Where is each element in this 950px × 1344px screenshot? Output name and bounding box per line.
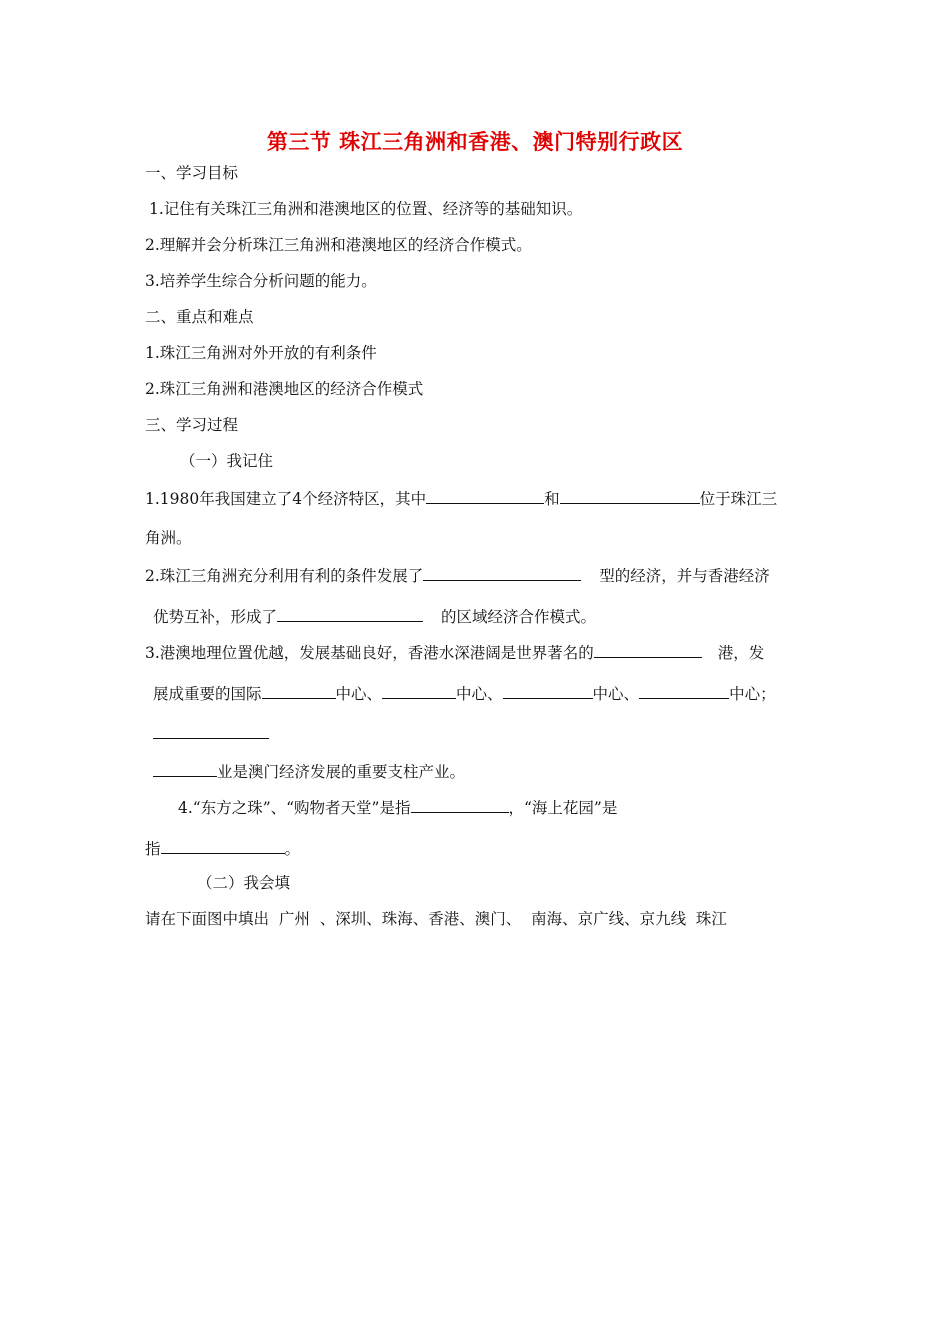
section-heading-process: 三、学习过程 <box>145 416 239 434</box>
answer-blank-q3-6[interactable] <box>153 722 269 739</box>
q1-text-c: 位于珠江三 <box>699 490 778 508</box>
q3-text-e: 业是澳门经济发展的重要支柱产业。 <box>217 763 466 781</box>
answer-blank-q2-1[interactable] <box>423 564 581 581</box>
part1-heading: （一）我记住 <box>180 452 274 470</box>
question-2-line-1 <box>145 564 770 586</box>
part2-heading: （二）我会填 <box>197 874 291 892</box>
question-1-line-1 <box>145 487 777 509</box>
q3-center-label-3: 中心、 <box>592 685 640 703</box>
answer-blank-q3-2[interactable] <box>262 682 336 699</box>
page-title: 第三节 珠江三角洲和香港、澳门特别行政区 <box>266 129 684 154</box>
answer-blank-q3-3[interactable] <box>382 682 456 699</box>
section-heading-objectives: 一、学习目标 <box>145 164 239 182</box>
answer-blank-q4-2[interactable] <box>161 837 285 854</box>
key-point-2: 2.珠江三角洲和港澳地区的经济合作模式 <box>145 380 424 398</box>
answer-blank-q4-1[interactable] <box>411 796 509 813</box>
q2-text-b: 型的经济，并与香港经济 <box>599 567 770 585</box>
answer-blank-q1-1[interactable] <box>426 487 544 504</box>
q3-text-b: 港，发 <box>717 644 765 662</box>
q3-center-label-2: 中心、 <box>456 685 503 703</box>
q3-center-label-1: 中心、 <box>335 685 383 703</box>
question-3-line-2 <box>153 682 776 704</box>
answer-blank-q3-1[interactable] <box>594 641 702 658</box>
key-point-1: 1.珠江三角洲对外开放的有利条件 <box>145 344 377 362</box>
question-4-line-1 <box>178 796 617 818</box>
q1-text-b: 和 <box>544 490 560 508</box>
answer-blank-q3-4[interactable] <box>503 682 593 699</box>
objective-2: 2.理解并会分析珠江三角洲和港澳地区的经济合作模式。 <box>145 236 532 254</box>
section-heading-key-points: 二、重点和难点 <box>145 308 254 326</box>
question-2-line-2 <box>153 605 596 627</box>
q2-text-d: 的区域经济合作模式。 <box>441 608 597 626</box>
question-4-line-2 <box>145 837 300 859</box>
q1-text-a: 1.1980年我国建立了4个经济特区，其中 <box>145 490 427 508</box>
q4-text-c: 指 <box>145 840 161 858</box>
answer-blank-q3-7[interactable] <box>153 760 217 777</box>
question-3-line-4 <box>153 760 465 782</box>
part2-instruction: 请在下面图中填出 广州 、深圳、珠海、香港、澳门、 南海、京广线、京九线 珠江 <box>145 910 727 928</box>
q4-text-b: ，“海上花园”是 <box>508 799 618 817</box>
objective-3: 3.培养学生综合分析问题的能力。 <box>145 272 377 290</box>
answer-blank-q3-5[interactable] <box>639 682 729 699</box>
q2-text-a: 2.珠江三角洲充分利用有利的条件发展了 <box>145 567 424 585</box>
q4-text-d: 。 <box>284 840 301 858</box>
question-1-line-2: 角洲。 <box>145 529 192 547</box>
answer-blank-q1-2[interactable] <box>560 487 700 504</box>
answer-blank-q2-2[interactable] <box>277 605 423 622</box>
q2-text-c: 优势互补，形成了 <box>153 608 278 626</box>
question-3-line-1 <box>145 641 764 663</box>
q3-text-c: 展成重要的国际 <box>153 685 262 703</box>
q4-text-a: 4.“东方之珠”、“购物者天堂”是指 <box>178 799 411 817</box>
q3-center-label-end: 中心； <box>729 685 776 703</box>
q3-text-a: 3.港澳地理位置优越，发展基础良好，香港水深港阔是世界著名的 <box>145 644 594 662</box>
objective-1: 1.记住有关珠江三角洲和港澳地区的位置、经济等的基础知识。 <box>149 200 583 218</box>
question-3-line-3 <box>153 722 269 744</box>
